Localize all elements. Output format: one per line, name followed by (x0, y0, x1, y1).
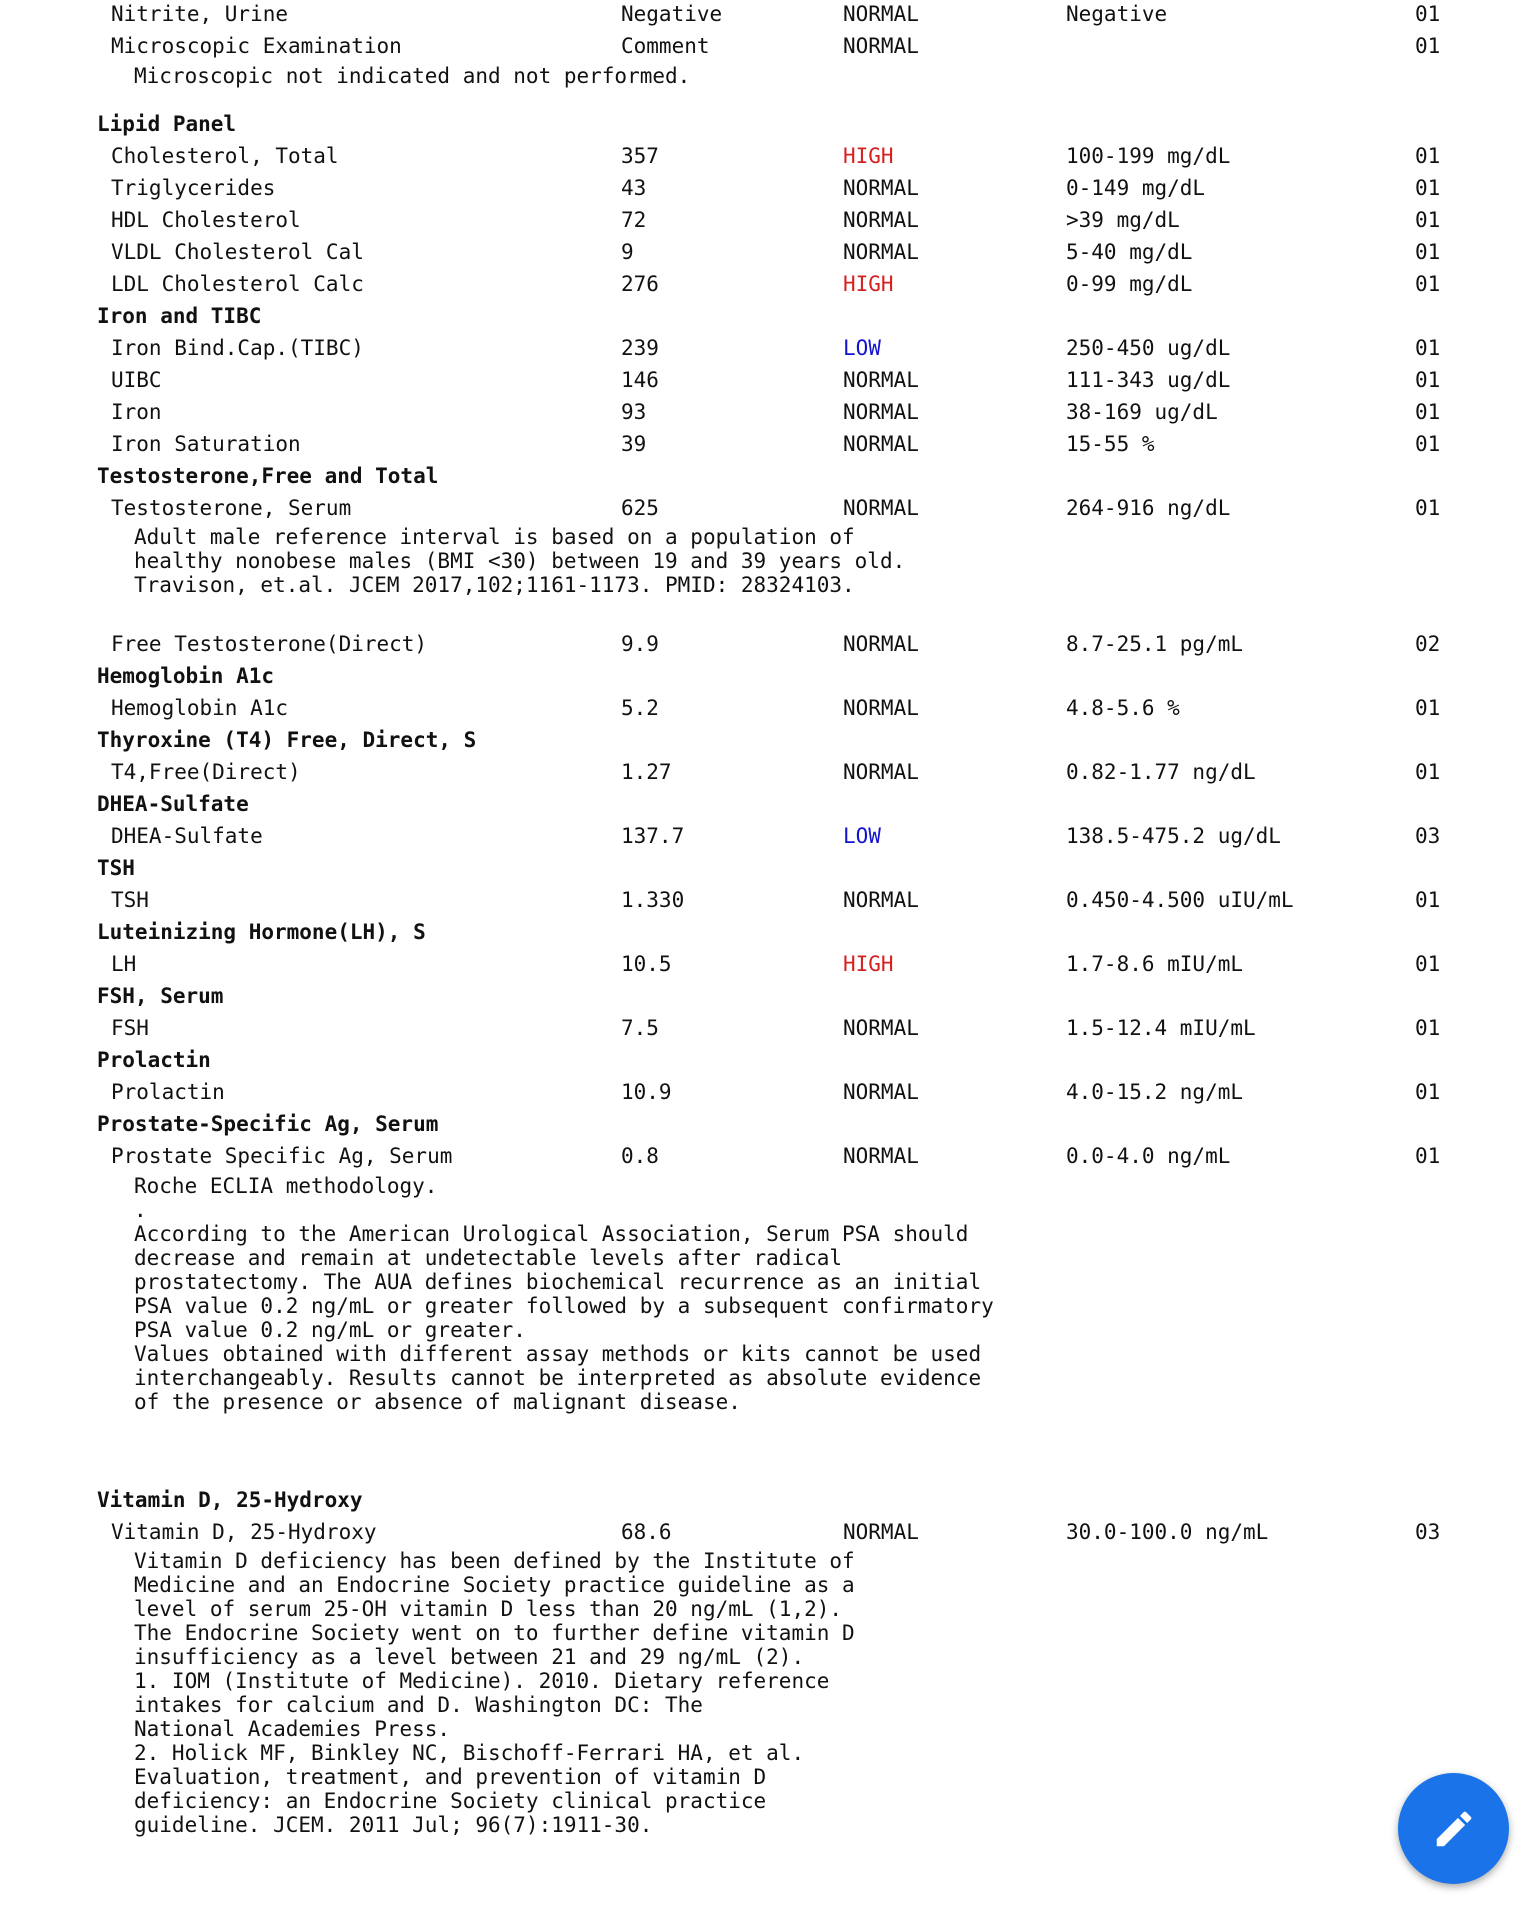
test-value: 43 (621, 176, 647, 200)
lab-code: 01 (1415, 240, 1441, 264)
result-row (0, 950, 1536, 978)
result-row (0, 334, 1536, 362)
test-flag: HIGH (843, 952, 894, 976)
section-heading: Lipid Panel (97, 112, 237, 136)
result-row (0, 0, 1536, 28)
lab-code: 03 (1415, 824, 1441, 848)
test-name: Microscopic Examination (111, 34, 402, 58)
result-comment: Vitamin D deficiency has been defined by the Institute of Medicine and an Endocrine Society practice guideline as a level of serum 25-OH vitamin D less than 20 ng/mL (1,2). The Endocrine Society went on to further define vitamin D insufficiency as a level between 21 and 29 ng/mL (2). 1. IOM (Institute of Medicine). 2010. Dietary reference intakes for calcium and D. Washington DC: The National Academies Press. 2. Holick MF, Binkley NC, Bischoff-Ferrari HA, et al. Evaluation, treatment, and prevention of vitamin D deficiency: an Endocrine Society clinical practice guideline. JCEM. 2011 Jul; 96(7):1911-30. (134, 1549, 855, 1837)
section-heading: Prolactin (97, 1048, 211, 1072)
test-flag: NORMAL (843, 1080, 919, 1104)
result-row (0, 1518, 1536, 1546)
result-row (0, 822, 1536, 850)
test-name: Hemoglobin A1c (111, 696, 289, 720)
test-name: LDL Cholesterol Calc (111, 272, 364, 296)
reference-range: 138.5-475.2 ug/dL (1066, 824, 1281, 848)
test-flag: NORMAL (843, 1016, 919, 1040)
test-name: LH (111, 952, 137, 976)
test-flag: NORMAL (843, 368, 919, 392)
test-value: 7.5 (621, 1016, 659, 1040)
result-row (0, 430, 1536, 458)
test-name: Iron (111, 400, 162, 424)
result-row (0, 886, 1536, 914)
test-value: Comment (621, 34, 710, 58)
test-name: Vitamin D, 25-Hydroxy (111, 1520, 377, 1544)
test-name: Iron Bind.Cap.(TIBC) (111, 336, 364, 360)
section-heading: Hemoglobin A1c (97, 664, 275, 688)
reference-range: 0.82-1.77 ng/dL (1066, 760, 1256, 784)
test-flag: NORMAL (843, 760, 919, 784)
test-name: FSH (111, 1016, 149, 1040)
test-value: 9.9 (621, 632, 659, 656)
result-comment: Microscopic not indicated and not performed. (134, 64, 691, 88)
reference-range: 0.450-4.500 uIU/mL (1066, 888, 1294, 912)
lab-code: 01 (1415, 208, 1441, 232)
edit-button[interactable] (1398, 1773, 1509, 1884)
lab-code: 01 (1415, 176, 1441, 200)
lab-code: 01 (1415, 888, 1441, 912)
result-row (0, 238, 1536, 266)
lab-code: 01 (1415, 432, 1441, 456)
lab-code: 01 (1415, 400, 1441, 424)
result-row (0, 32, 1536, 60)
reference-range: 0-99 mg/dL (1066, 272, 1193, 296)
test-name: HDL Cholesterol (111, 208, 301, 232)
result-row (0, 630, 1536, 658)
reference-range: 1.5-12.4 mIU/mL (1066, 1016, 1256, 1040)
result-row (0, 494, 1536, 522)
test-name: VLDL Cholesterol Cal (111, 240, 364, 264)
reference-range: 250-450 ug/dL (1066, 336, 1231, 360)
test-flag: NORMAL (843, 632, 919, 656)
test-name: Free Testosterone(Direct) (111, 632, 428, 656)
test-value: 239 (621, 336, 659, 360)
section-heading: Thyroxine (T4) Free, Direct, S (97, 728, 477, 752)
section-heading: Luteinizing Hormone(LH), S (97, 920, 426, 944)
lab-code: 01 (1415, 696, 1441, 720)
reference-range: 0.0-4.0 ng/mL (1066, 1144, 1231, 1168)
test-flag: NORMAL (843, 888, 919, 912)
reference-range: 8.7-25.1 pg/mL (1066, 632, 1244, 656)
test-flag: NORMAL (843, 240, 919, 264)
section-heading: Prostate-Specific Ag, Serum (97, 1112, 439, 1136)
section-heading: TSH (97, 856, 135, 880)
test-value: 9 (621, 240, 634, 264)
test-value: 276 (621, 272, 659, 296)
section-heading: FSH, Serum (97, 984, 224, 1008)
test-flag: HIGH (843, 144, 894, 168)
section-heading: DHEA-Sulfate (97, 792, 249, 816)
test-value: 10.5 (621, 952, 672, 976)
reference-range: 4.0-15.2 ng/mL (1066, 1080, 1244, 1104)
test-value: 625 (621, 496, 659, 520)
test-flag: NORMAL (843, 34, 919, 58)
reference-range: 4.8-5.6 % (1066, 696, 1180, 720)
test-flag: NORMAL (843, 696, 919, 720)
test-flag: LOW (843, 824, 881, 848)
result-comment: Adult male reference interval is based on a population of healthy nonobese males (BMI <30) between 19 and 39 years old. Travison, et.al. JCEM 2017,102;1161-1173. PMID: 28324103. (134, 525, 906, 597)
result-row (0, 1014, 1536, 1042)
test-flag: NORMAL (843, 1520, 919, 1544)
test-flag: NORMAL (843, 2, 919, 26)
pencil-icon (1431, 1806, 1477, 1852)
test-flag: NORMAL (843, 1144, 919, 1168)
lab-code: 02 (1415, 632, 1441, 656)
lab-code: 01 (1415, 1144, 1441, 1168)
result-row (0, 694, 1536, 722)
test-value: 10.9 (621, 1080, 672, 1104)
test-name: DHEA-Sulfate (111, 824, 263, 848)
reference-range: 30.0-100.0 ng/mL (1066, 1520, 1269, 1544)
lab-code: 01 (1415, 272, 1441, 296)
lab-code: 01 (1415, 952, 1441, 976)
section-heading: Vitamin D, 25-Hydroxy (97, 1488, 363, 1512)
test-flag: HIGH (843, 272, 894, 296)
test-flag: NORMAL (843, 432, 919, 456)
test-name: Testosterone, Serum (111, 496, 352, 520)
reference-range: 38-169 ug/dL (1066, 400, 1218, 424)
test-name: TSH (111, 888, 149, 912)
test-name: Prolactin (111, 1080, 225, 1104)
test-flag: NORMAL (843, 208, 919, 232)
test-value: 137.7 (621, 824, 685, 848)
lab-code: 01 (1415, 144, 1441, 168)
test-value: 357 (621, 144, 659, 168)
test-name: T4,Free(Direct) (111, 760, 301, 784)
test-flag: LOW (843, 336, 881, 360)
test-value: 0.8 (621, 1144, 659, 1168)
lab-code: 01 (1415, 760, 1441, 784)
test-name: Iron Saturation (111, 432, 301, 456)
reference-range: 264-916 ng/dL (1066, 496, 1231, 520)
test-value: 146 (621, 368, 659, 392)
lab-code: 01 (1415, 336, 1441, 360)
lab-code: 01 (1415, 1016, 1441, 1040)
test-value: 39 (621, 432, 647, 456)
test-value: Negative (621, 2, 723, 26)
result-row (0, 142, 1536, 170)
result-row (0, 270, 1536, 298)
reference-range: 15-55 % (1066, 432, 1155, 456)
reference-range: 1.7-8.6 mIU/mL (1066, 952, 1244, 976)
test-value: 1.330 (621, 888, 685, 912)
section-heading: Iron and TIBC (97, 304, 262, 328)
test-flag: NORMAL (843, 496, 919, 520)
result-row (0, 366, 1536, 394)
result-row (0, 174, 1536, 202)
reference-range: 100-199 mg/dL (1066, 144, 1231, 168)
test-name: Triglycerides (111, 176, 276, 200)
reference-range: 0-149 mg/dL (1066, 176, 1206, 200)
result-row (0, 206, 1536, 234)
result-row (0, 758, 1536, 786)
test-flag: NORMAL (843, 400, 919, 424)
reference-range: Negative (1066, 2, 1168, 26)
test-name: Prostate Specific Ag, Serum (111, 1144, 453, 1168)
result-row (0, 1142, 1536, 1170)
test-value: 93 (621, 400, 647, 424)
lab-code: 01 (1415, 496, 1441, 520)
result-comment: Roche ECLIA methodology. . According to the American Urological Association, Serum PSA should decrease and remain at undetectable levels after radical prostatectomy. The AUA defines biochemical recurrence as an initial PSA value 0.2 ng/mL or greater followed by a subsequent confirmatory PSA value 0.2 ng/mL or greater. Values obtained with different assay methods or kits cannot be used interchangeably. Results cannot be interpreted as absolute evidence of the presence or absence of malignant disease. (134, 1174, 994, 1414)
test-name: Nitrite, Urine (111, 2, 289, 26)
test-name: Cholesterol, Total (111, 144, 339, 168)
reference-range: >39 mg/dL (1066, 208, 1180, 232)
test-value: 5.2 (621, 696, 659, 720)
test-value: 72 (621, 208, 647, 232)
lab-code: 01 (1415, 34, 1441, 58)
test-name: UIBC (111, 368, 162, 392)
lab-code: 01 (1415, 368, 1441, 392)
lab-code: 01 (1415, 2, 1441, 26)
lab-code: 01 (1415, 1080, 1441, 1104)
test-value: 68.6 (621, 1520, 672, 1544)
test-flag: NORMAL (843, 176, 919, 200)
reference-range: 5-40 mg/dL (1066, 240, 1193, 264)
result-row (0, 398, 1536, 426)
lab-code: 03 (1415, 1520, 1441, 1544)
result-row (0, 1078, 1536, 1106)
test-value: 1.27 (621, 760, 672, 784)
reference-range: 111-343 ug/dL (1066, 368, 1231, 392)
section-heading: Testosterone,Free and Total (97, 464, 439, 488)
